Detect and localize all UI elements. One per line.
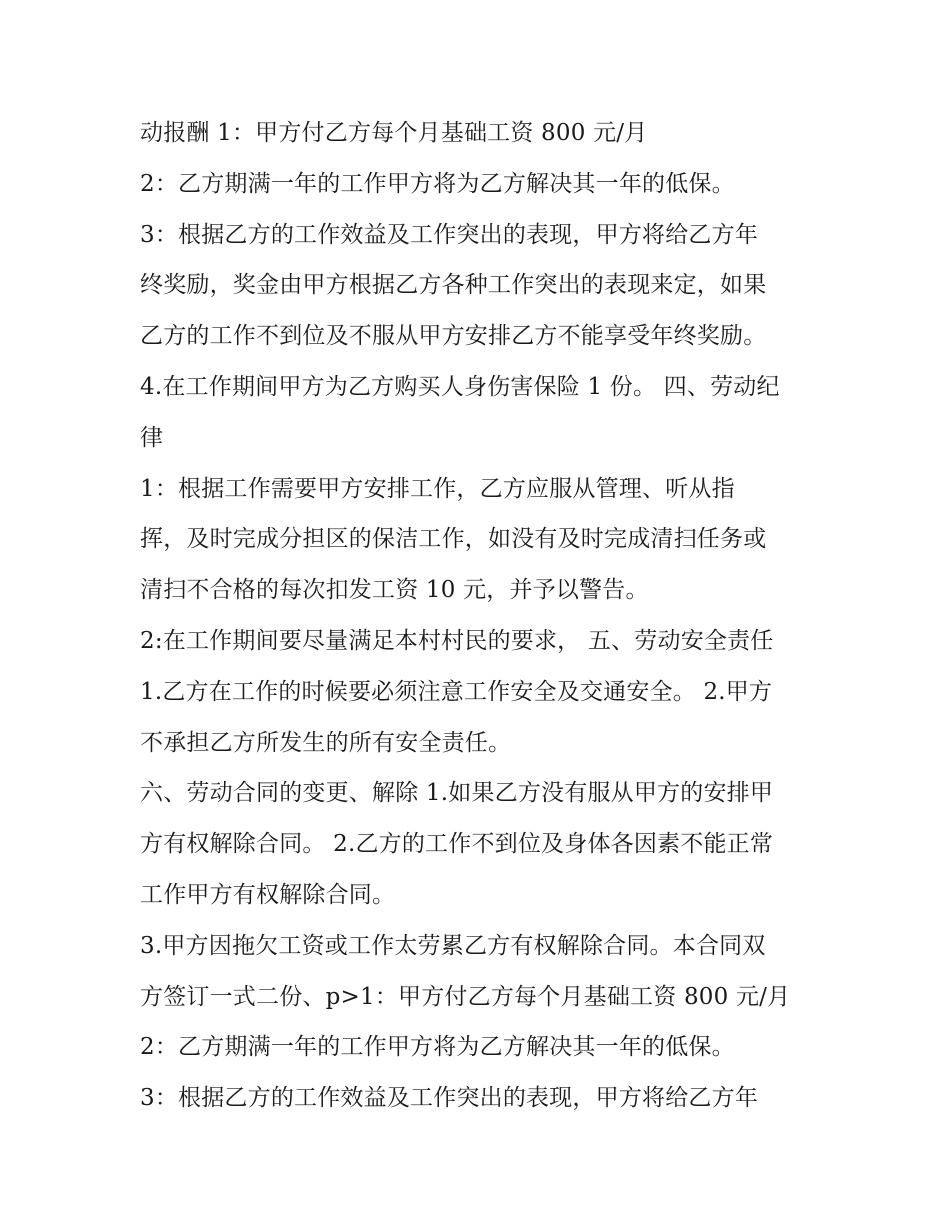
text-line: 2：乙方期满一年的工作甲方将为乙方解决其一年的低保。 <box>140 1034 735 1061</box>
text-line: 2：乙方期满一年的工作甲方将为乙方解决其一年的低保。 <box>140 170 735 197</box>
text-line: 乙方的工作不到位及不服从甲方安排乙方不能享受年终奖励。 <box>140 323 767 350</box>
text-line: 律 <box>140 424 164 451</box>
text-line: 方签订一式二份、p>1：甲方付乙方每个月基础工资 800 元/月 <box>140 983 791 1010</box>
text-line: 六、劳动合同的变更、解除 1.如果乙方没有服从甲方的安排甲 <box>140 780 774 807</box>
text-line: 清扫不合格的每次扣发工资 10 元，并予以警告。 <box>140 577 649 604</box>
text-line: 方有权解除合同。 2.乙方的工作不到位及身体各因素不能正常 <box>140 831 774 858</box>
text-line: 3：根据乙方的工作效益及工作突出的表现，甲方将给乙方年 <box>140 221 759 248</box>
text-line: 挥，及时完成分担区的保洁工作，如没有及时完成清扫任务或 <box>140 526 767 553</box>
text-line: 动报酬 1：甲方付乙方每个月基础工资 800 元/月 <box>140 120 648 146</box>
text-line: 1.乙方在工作的时候要必须注意工作安全及交通安全。 2.甲方 <box>140 678 773 705</box>
text-line: 3：根据乙方的工作效益及工作突出的表现，甲方将给乙方年 <box>140 1085 759 1112</box>
text-line: 2:在工作期间要尽量满足本村村民的要求， 五、劳动安全责任 <box>140 627 774 654</box>
text-line: 4.在工作期间甲方为乙方购买人身伤害保险 1 份。 四、劳动纪 <box>140 373 780 400</box>
document-body <box>140 108 820 1124</box>
text-line: 1：根据工作需要甲方安排工作，乙方应服从管理、听从指 <box>140 475 735 502</box>
text-line: 不承担乙方所发生的所有安全责任。 <box>140 729 512 756</box>
text-line: 终奖励，奖金由甲方根据乙方各种工作突出的表现来定，如果 <box>140 272 767 299</box>
text-line: 工作甲方有权解除合同。 <box>140 881 396 908</box>
text-line: 3.甲方因拖欠工资或工作太劳累乙方有权解除合同。本合同双 <box>140 932 766 959</box>
